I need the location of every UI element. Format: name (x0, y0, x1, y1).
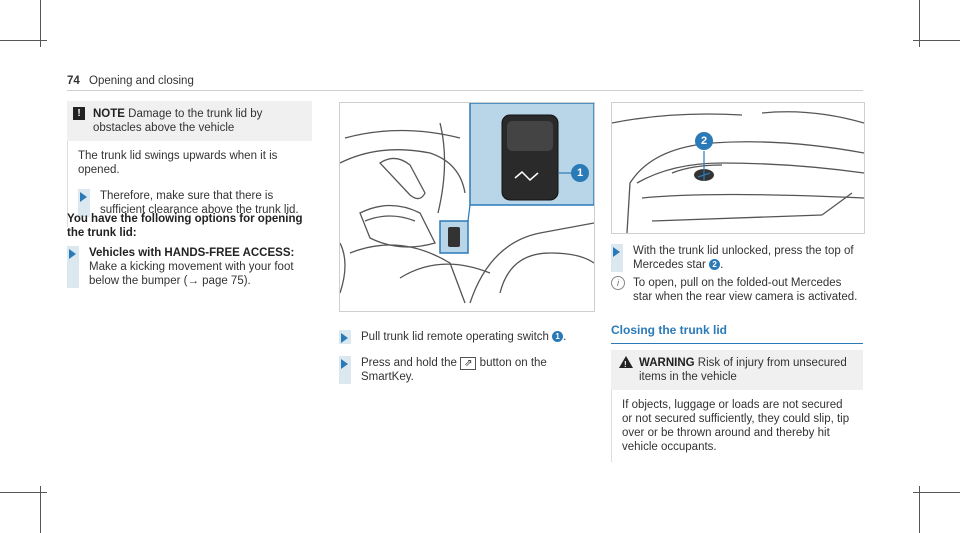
step-arrow-icon (69, 249, 76, 259)
options-heading: You have the following options for opening the trunk lid: (67, 213, 303, 239)
header-rule (67, 90, 863, 91)
figure-trunk-star (611, 102, 865, 234)
options-item-text: Make a kicking movement with your foot below the bumper ( (89, 261, 294, 287)
step-bar (611, 244, 623, 272)
warning-header (611, 350, 863, 390)
page-header (67, 74, 194, 88)
crop-mark (0, 492, 47, 493)
step-arrow-icon (613, 247, 620, 257)
crop-mark (0, 40, 47, 41)
step-bar (339, 356, 351, 384)
note-text: The trunk lid swings upwards when it is opened. (78, 150, 278, 176)
warning-box (611, 350, 863, 462)
step-arrow-icon (341, 333, 348, 343)
exclamation-icon: ! (73, 107, 85, 120)
step-text: Press and hold the (361, 357, 461, 369)
step-end: . (720, 259, 724, 271)
options-item (67, 246, 312, 288)
step-end: . (563, 331, 567, 343)
right-steps (611, 232, 863, 304)
step-text: With the trunk lid unlocked, press the top of Mercedes star (633, 245, 854, 271)
info-icon: i (611, 276, 625, 290)
crop-mark (913, 40, 960, 41)
note-label: NOTE (93, 108, 125, 120)
options-item-bold: Vehicles with HANDS-FREE ACCESS: (89, 247, 295, 259)
arrow-icon: → (187, 275, 199, 287)
warning-title: Risk of injury from unsecured items in the vehicle (639, 357, 847, 383)
callout-2: 2 (700, 135, 708, 147)
info-text: To open, pull on the folded-out Mercedes star when the rear view camera is activated. (633, 277, 858, 303)
closing-section-title: Closing the trunk lid (611, 323, 863, 344)
door-switch-illustration (340, 103, 594, 311)
step-arrow-icon (341, 359, 348, 369)
options-step (67, 246, 312, 288)
page-number: 74 (67, 75, 80, 87)
warning-triangle-icon: ! (619, 356, 633, 368)
step-bar (339, 330, 351, 344)
crop-mark (40, 486, 41, 533)
warning-label: WARNING (639, 357, 695, 369)
callout-badge-2: 2 (709, 259, 720, 270)
step-press-button (339, 356, 593, 384)
step-bar (67, 246, 79, 288)
trunk-star-illustration (612, 103, 864, 233)
note-header (67, 101, 312, 141)
step-press-star (611, 244, 863, 272)
callout-badge-1: 1 (552, 331, 563, 342)
step-text: Pull trunk lid remote operating switch (361, 331, 553, 343)
note-step-text: Therefore, make sure that there is sufficient clearance above the trunk lid. (100, 190, 299, 216)
page-ref-link[interactable]: page 75). (198, 275, 251, 287)
callout-1: 1 (576, 167, 584, 179)
step-pull-switch (339, 330, 593, 344)
note-box (67, 101, 312, 227)
warning-body: If objects, luggage or loads are not secured or not secured sufficiently, they could slip, tip over or be thrown around and thereby hit vehicle occupants. (611, 390, 863, 462)
section-title: Opening and closing (89, 75, 194, 87)
step-arrow-icon (80, 192, 87, 202)
trunk-button-icon: ⇗ (460, 357, 476, 370)
middle-steps (339, 318, 593, 384)
crop-mark (919, 486, 920, 533)
note-title: Damage to the trunk lid by obstacles above the vehicle (93, 108, 263, 134)
step-text-end: button on the SmartKey. (361, 357, 547, 383)
figure-door-switch (339, 102, 595, 312)
info-note (611, 276, 863, 304)
crop-mark (913, 492, 960, 493)
